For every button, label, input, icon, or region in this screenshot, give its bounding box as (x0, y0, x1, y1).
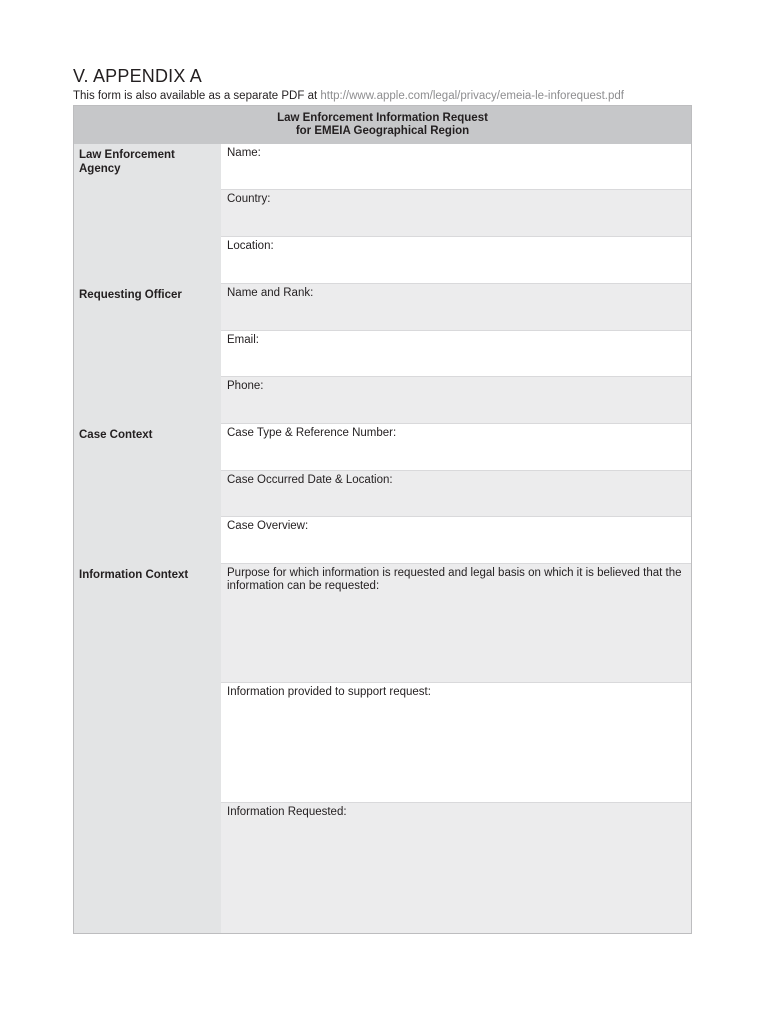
section-label-case: Case Context (79, 429, 153, 441)
form-title-line1: Law Enforcement Information Request (277, 112, 488, 124)
form-header (74, 106, 691, 144)
case-date-field[interactable] (221, 471, 691, 517)
email-label: Email: (227, 334, 259, 346)
purpose-field[interactable] (221, 564, 691, 683)
page-title: V. APPENDIX A (73, 66, 203, 86)
name-rank-field[interactable] (221, 284, 691, 331)
purpose-label: Purpose for which information is requested and legal basis on which it is believed that the information can be requested: (227, 567, 682, 592)
case-overview-label: Case Overview: (227, 520, 309, 532)
availability-text: This form is also available as a separate PDF at (73, 90, 321, 102)
case-date-label: Case Occurred Date & Location: (227, 474, 393, 486)
section-label-agency: Law Enforcement Agency (79, 149, 175, 175)
name-label: Name: (227, 147, 261, 159)
name-field[interactable] (221, 144, 691, 190)
info-request-form (73, 105, 692, 934)
info-requested-label: Information Requested: (227, 806, 347, 818)
location-label: Location: (227, 240, 274, 252)
form-title-line2: for EMEIA Geographical Region (295, 125, 470, 137)
phone-field[interactable] (221, 377, 691, 424)
case-type-field[interactable] (221, 424, 691, 471)
section-label-info: Information Context (79, 569, 189, 581)
info-requested-field[interactable] (221, 803, 691, 933)
section-label-officer: Requesting Officer (79, 289, 182, 301)
country-field[interactable] (221, 190, 691, 237)
country-label: Country: (227, 193, 271, 205)
info-provided-field[interactable] (221, 683, 691, 803)
info-provided-label: Information provided to support request: (227, 686, 431, 698)
phone-label: Phone: (227, 380, 264, 392)
case-type-label: Case Type & Reference Number: (227, 427, 397, 439)
name-rank-label: Name and Rank: (227, 287, 314, 299)
section-label-column (74, 144, 222, 933)
email-field[interactable] (221, 331, 691, 377)
pdf-link[interactable]: http://www.apple.com/legal/privacy/emeia-le-inforequest.pdf (320, 90, 624, 102)
location-field[interactable] (221, 237, 691, 284)
pdf-availability-note (73, 90, 624, 102)
case-overview-field[interactable] (221, 517, 691, 564)
